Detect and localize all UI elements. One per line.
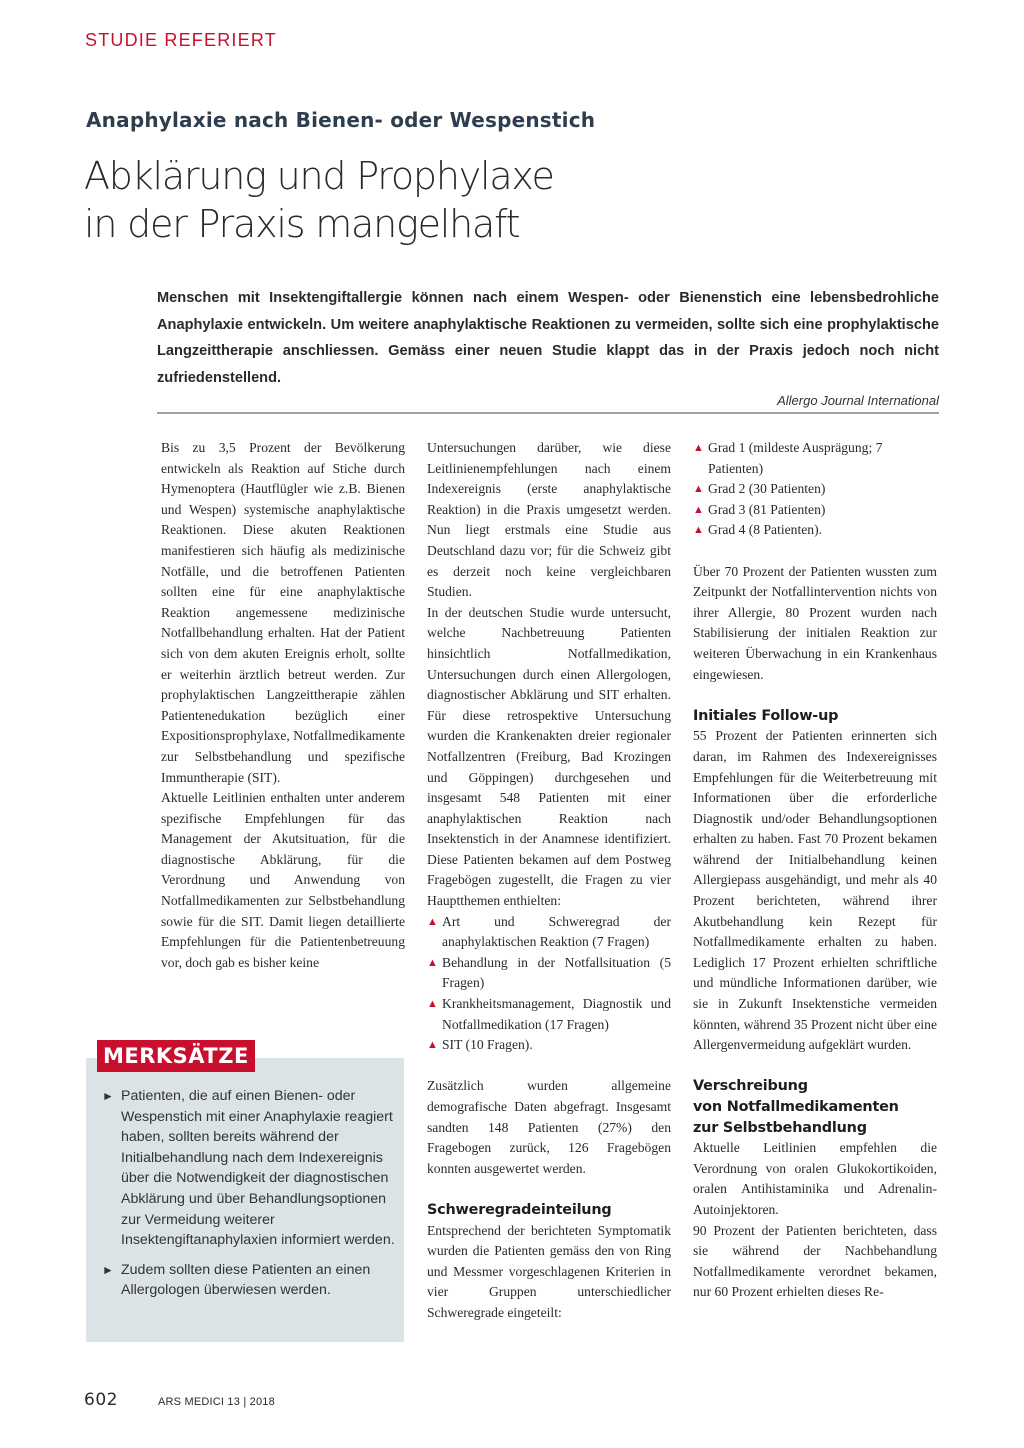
body-paragraph: Entsprechend der berichteten Symptomatik wurden die Patienten gemäss den von Ring und Messmer vorgeschlagenen Kriterien in vier Gruppen unterschiedlicher Schweregrade eingeteilt: (427, 1222, 671, 1320)
merksaetze-label: MERKSÄTZE (97, 1040, 255, 1072)
grade-item (693, 438, 937, 479)
lead-divider (157, 412, 939, 414)
bullet-item (427, 953, 671, 994)
merksaetze-item (102, 1260, 398, 1301)
column-2 (427, 438, 671, 1324)
body-paragraph: 90 Prozent der Patienten berichteten, dass sie während der Nachbehandlung Notfallmedikamente verordnet bekamen, nur 60 Prozent erhielten dieses Re- (693, 1222, 937, 1300)
triangle-bullet-icon: ▲ (693, 524, 704, 537)
column-1 (161, 438, 405, 973)
heading-line: zur Selbstbehandlung (693, 1119, 867, 1136)
merksaetze-text: Patienten, die auf einen Bienen- oder Wespenstich mit einer Anaphylaxie reagiert haben, sollten bereits während der Initialbehandlung nach dem Indexereignis über die Notwendigkeit der diagnostischen Abklärung und über Behandlungsoptionen zur Vermeidung weiterer Insektengiftanaphylaxien informiert werden. (121, 1088, 395, 1249)
body-paragraph: Aktuelle Leitlinien empfehlen die Verordnung von oralen Glukokortikoiden, oralen Antihistaminika und Adrenalin-Autoinjektoren. (693, 1140, 937, 1217)
merksaetze-text: Zudem sollten diese Patienten an einen Allergologen überwiesen werden. (121, 1261, 371, 1299)
body-paragraph: Aktuelle Leitlinien enthalten unter anderem spezifische Empfehlungen für das Management der Akutsituation, für die diagnostische Abklärung, für die Verordnung und Anwendung von Notfallmedikamenten zur Selbstbehandlung sowie für die SIT. Damit liegen detaillierte Empfehlungen für die Patientenbetreuung vor, doch gab es bisher keine (161, 790, 405, 970)
section-kicker: STUDIE REFERIERT (85, 30, 277, 50)
spacer (427, 1179, 671, 1200)
section-heading-severity: Schweregradeinteilung (427, 1201, 612, 1218)
grade-item (693, 500, 937, 521)
merksaetze-list (102, 1086, 398, 1310)
grade-text: Grad 2 (30 Patienten) (708, 481, 826, 497)
spacer (693, 541, 937, 562)
body-paragraph: Untersuchungen darüber, wie diese Leitlinienempfehlungen nach einem Indexereignis (erste anaphylaktische Reaktion) in die Praxis umgesetzt werden. Nun liegt erstmals eine Studie aus Deutschland dazu vor; für die Schweiz gibt es derzeit noch keine vergleichbaren Studien. (427, 440, 671, 600)
triangle-bullet-icon: ▲ (427, 915, 438, 928)
heading-line: Verschreibung (693, 1078, 808, 1095)
bullet-text: SIT (10 Fragen). (442, 1037, 533, 1053)
heading-line: von Notfallmedikamenten (693, 1099, 899, 1115)
body-paragraph: Zusätzlich wurden allgemeine demografische Daten abgefragt. Insgesamt sandten 148 Patienten (27%) den Fragebogen zurück, 126 Fragebögen konnten ausgewertet werden. (427, 1078, 671, 1176)
triangle-bullet-icon: ▲ (427, 998, 438, 1011)
article-title (84, 152, 784, 248)
lead-paragraph: Menschen mit Insektengiftallergie können nach einem Wespen- oder Bienenstich eine lebensbedrohliche Anaphylaxie entwickeln. Um weitere anaphylaktische Reaktionen zu vermeiden, sollte sich eine prophylaktische Langzeittherapie anschliessen. Gemäss einer neuen Studie klappt das in der Praxis jedoch noch nicht zufriedenstellend. (157, 290, 939, 386)
triangle-bullet-icon: ▲ (427, 1039, 438, 1052)
bullet-item (427, 912, 671, 953)
triangle-bullet-icon: ▲ (427, 956, 438, 969)
column-3 (693, 438, 937, 1303)
body-paragraph: Bis zu 3,5 Prozent der Bevölkerung entwickeln als Reaktion auf Stiche durch Hymenoptera (Hautflügler wie z.B. Bienen und Wespen) systemische anaphylaktische Reaktionen. Diese akuten Reaktionen manifestieren sich häufig als medizinische Notfälle, und die betroffenen Patienten sollten eine für eine anaphylaktische Reaktion angemessene medizinische Notfallbehandlung erhalten. Hat der Patient sich von dem akuten Ereignis erholt, sollte er weiterhin ärztlich betreut werden. Zur prophylaktischen Langzeittherapie zählen Patientenedukation bezüglich einer Expositionsprophylaxe, Notfallmedikamente zur Selbstbehandlung und spezifische Immuntherapie (SIT). (161, 440, 405, 785)
triangle-bullet-icon: ▲ (693, 503, 704, 516)
spacer (427, 1056, 671, 1077)
bullet-text: Art und Schweregrad der anaphylaktischen Reaktion (7 Fragen) (442, 913, 671, 950)
bullet-text: Behandlung in der Notfallsituation (5 Fragen) (442, 954, 671, 991)
page-number: 602 (84, 1390, 118, 1410)
triangle-bullet-icon: ▲ (693, 442, 704, 454)
spacer (693, 685, 937, 706)
spacer (693, 1056, 937, 1077)
body-paragraph: In der deutschen Studie wurde untersucht, welche Nachbetreuung Patienten hinsichtlich Notfallmedikation, Untersuchungen durch einen Allergologen, diagnostischer Abklärung und SIT erhalten. Für diese retrospektive Untersuchung wurden die Krankenakten dreier regionaler Notfallzentren (Freiburg, Bad Krozingen und Göppingen) durchgesehen und insgesamt 548 Patienten mit einer anaphylaktischen Reaktion nach Insektenstich in der Anamnese identifiziert. Diese Patienten bekamen auf dem Postweg Fragebögen zugestellt, die Fragen zu vier Hauptthemen enthielten: (427, 604, 671, 909)
bullet-item (427, 994, 671, 1035)
section-heading-followup: Initiales Follow-up (693, 707, 839, 724)
grade-item (693, 479, 937, 500)
arrow-bullet-icon: ► (102, 1089, 114, 1103)
grade-text: Grad 1 (mildeste Ausprägung; 7 Patienten) (708, 440, 883, 476)
grade-text: Grad 4 (8 Patienten). (708, 522, 823, 538)
source-credit: Allergo Journal International (777, 393, 939, 408)
bullet-item (427, 1035, 671, 1056)
triangle-bullet-icon: ▲ (693, 483, 704, 496)
bullet-text: Krankheitsmanagement, Diagnostik und Notfallmedikation (17 Fragen) (442, 996, 671, 1032)
body-paragraph: 55 Prozent der Patienten erinnerten sich daran, im Rahmen des Indexereignisses Empfehlungen für die Weiterbetreuung mit Informationen über die erforderliche Diagnostik und/oder Behandlungsoptionen erhalten zu haben. Fast 70 Prozent bekamen während der Initialbehandlung keinen Allergiepass ausgehändigt, und mehr als 40 Prozent berichteten, während ihrer Akutbehandlung kein Rezept für Notfallmedikamente erhalten zu haben. Lediglich 17 Prozent erhielten schriftliche und mündliche Informationen darüber, wie sie in Zukunft Insektenstiche vermeiden könnten, während 35 Prozent nicht über eine Allergenvermeidung aufgeklärt wurden. (693, 728, 937, 1053)
magazine-issue: ARS MEDICI 13 | 2018 (158, 1396, 275, 1408)
grade-item (693, 520, 937, 541)
title-line-2: in der Praxis mangelhaft (84, 202, 520, 246)
arrow-bullet-icon: ► (102, 1262, 114, 1277)
body-paragraph: Über 70 Prozent der Patienten wussten zum Zeitpunkt der Notfallintervention nichts von ihrer Allergie, 80 Prozent wurden nach Stabilisierung der initialen Reaktion zur weiteren Überwachung in ein Krankenhaus eingewiesen. (693, 563, 937, 682)
section-heading-prescription (693, 1076, 937, 1138)
grade-text: Grad 3 (81 Patienten) (708, 501, 826, 517)
merksaetze-item (102, 1086, 398, 1251)
article-subtitle: Anaphylaxie nach Bienen- oder Wespenstich (86, 108, 596, 132)
title-line-1: Abklärung und Prophylaxe (84, 154, 554, 198)
